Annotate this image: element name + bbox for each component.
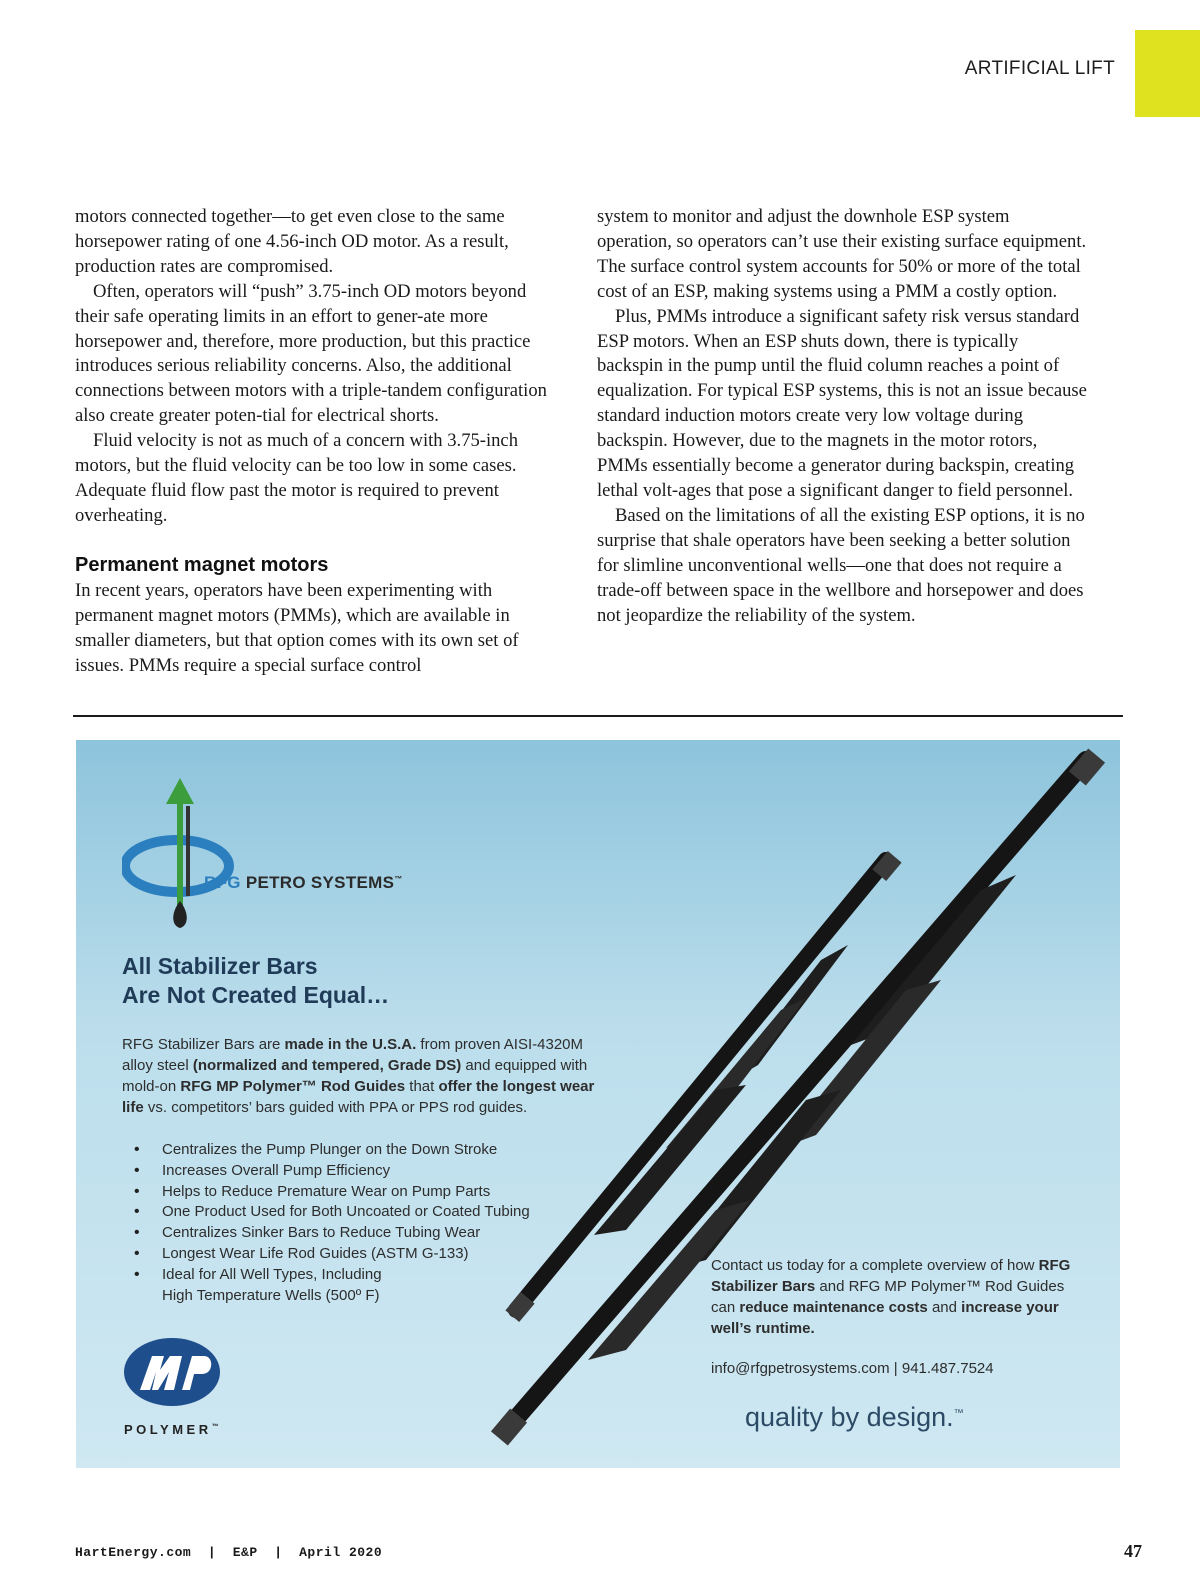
- tagline-tm: ™: [953, 1408, 964, 1419]
- ad-contact-bold: reduce maintenance costs: [739, 1299, 928, 1316]
- ad-feature-line: • Ideal for All Well Types, Including: [162, 1265, 382, 1283]
- ad-contact-span: and RFG MP Polymer™ Rod Guides can: [711, 1278, 1065, 1316]
- ad-brand-name: [204, 873, 403, 893]
- article-paragraph: system to monitor and adjust the downhole ESP system operation, so operators can’t use their existing surface equipment. The surface control system accounts for 50% or more of the total cost of an ESP, making systems using a PMM a costly option.: [597, 206, 1087, 302]
- ad-contact-text: [711, 1255, 1071, 1339]
- article-paragraph: Based on the limitations of all the existing ESP options, it is no surprise that shale operators have been seeking a better solution for slimline unconventional wells—one that does not require a trade-off between space in the wellbore and horsepower and does not jeopardize the reliability of the system.: [597, 504, 1085, 626]
- rfg-logo-icon: [122, 776, 242, 936]
- ad-body-bold: made in the U.S.A.: [284, 1036, 417, 1053]
- page-number: 47: [1124, 1541, 1142, 1561]
- ad-feature-item: • One Product Used for Both Uncoated or Coated Tubing: [122, 1202, 530, 1223]
- ad-feature-item: [122, 1265, 530, 1307]
- ad-feature-item: • Longest Wear Life Rod Guides (ASTM G-133): [122, 1244, 530, 1265]
- brand-tm: ™: [394, 874, 403, 884]
- section-label: ARTIFICIAL LIFT: [964, 58, 1115, 79]
- brand-rfg: RFG: [204, 873, 241, 892]
- ad-tagline: [745, 1402, 964, 1433]
- ad-body-span: and equipped with mold-on: [122, 1057, 588, 1095]
- ad-body-span: vs. competitors’ bars guided with PPA or PPS rod guides.: [143, 1099, 528, 1116]
- article-column-left: [75, 205, 563, 678]
- ad-feature-item: • Increases Overall Pump Efficiency: [122, 1161, 530, 1182]
- ad-body-span: from proven AISI-4320M alloy steel: [122, 1036, 583, 1074]
- section-divider: [73, 715, 1123, 717]
- ad-headline-line: All Stabilizer Bars: [122, 953, 318, 979]
- ad-contact-span: Contact us today for a complete overview of how: [711, 1257, 1039, 1274]
- article-paragraph: Plus, PMMs introduce a significant safety risk versus standard ESP motors. When an ESP shuts down, there is typically backspin in the pump until the fluid column reaches a point of equalization. For typical ESP systems, this is not an issue because standard induction motors create very low voltage during backspin. However, due to the magnets in the motor rotors, PMMs essentially become a generator during backspin, creating lethal volt-ages that pose a significant danger to field personnel.: [597, 305, 1087, 501]
- article-paragraph: In recent years, operators have been experimenting with permanent magnet motors (PMMs), which are available in smaller diameters, but that option comes with its own set of issues. PMMs require a special surface control: [75, 579, 519, 676]
- ad-headline-line: Are Not Created Equal…: [122, 982, 390, 1008]
- ad-feature-item: • Centralizes Sinker Bars to Reduce Tubing Wear: [122, 1223, 530, 1244]
- ad-contact-bold: increase your well’s runtime.: [711, 1299, 1059, 1337]
- ad-body-bold: offer the longest wear life: [122, 1078, 595, 1116]
- section-color-tab: [1135, 30, 1200, 117]
- ad-feature-item: • Centralizes the Pump Plunger on the Down Stroke: [122, 1140, 530, 1161]
- ad-feature-item: • Helps to Reduce Premature Wear on Pump Parts: [122, 1182, 530, 1203]
- article-paragraph: Fluid velocity is not as much of a concern with 3.75-inch motors, but the fluid velocity can be too low in some cases. Adequate fluid flow past the motor is required to prevent overheating.: [75, 430, 518, 526]
- ad-feature-line: High Temperature Wells (500º F): [162, 1286, 380, 1304]
- polymer-tm: ™: [211, 1423, 219, 1431]
- brand-rest: PETRO SYSTEMS: [240, 873, 395, 892]
- polymer-label: POLYMER: [124, 1422, 212, 1437]
- ad-feature-list: [122, 1140, 530, 1306]
- tagline-text: quality by design.: [745, 1402, 954, 1432]
- polymer-wordmark: [124, 1422, 219, 1437]
- ad-headline: [122, 952, 389, 1010]
- ad-email-phone[interactable]: info@rfgpetrosystems.com | 941.487.7524: [711, 1360, 994, 1377]
- ad-contact-bold: RFG Stabilizer Bars: [711, 1257, 1071, 1295]
- ad-contact-span: and: [927, 1299, 962, 1316]
- article-paragraph: Often, operators will “push” 3.75-inch OD motors beyond their safe operating limits in an effort to gener-ate more horsepower and, therefore, more production, but this practice introduces serious reliability concerns. Also, the additional connections between motors with a triple-tandem configuration also create greater poten-tial for electrical shorts.: [75, 280, 547, 427]
- advertisement[interactable]: [76, 740, 1120, 1468]
- ad-body-bold: (normalized and tempered, Grade DS): [192, 1057, 462, 1074]
- mp-polymer-logo-icon: [122, 1336, 222, 1408]
- ad-body-span: that: [405, 1078, 439, 1095]
- ad-body-text: [122, 1034, 612, 1118]
- article-paragraph: motors connected together—to get even close to the same horsepower rating of one 4.56-inch OD motor. As a result, production rates are compromised.: [75, 206, 509, 277]
- page-footer: HartEnergy.com | E&P | April 2020: [75, 1545, 383, 1560]
- ad-body-bold: RFG MP Polymer™ Rod Guides: [180, 1078, 406, 1095]
- article-subheading: Permanent magnet motors: [75, 553, 329, 576]
- article-column-right: [597, 205, 1087, 628]
- ad-body-span: RFG Stabilizer Bars are: [122, 1036, 285, 1053]
